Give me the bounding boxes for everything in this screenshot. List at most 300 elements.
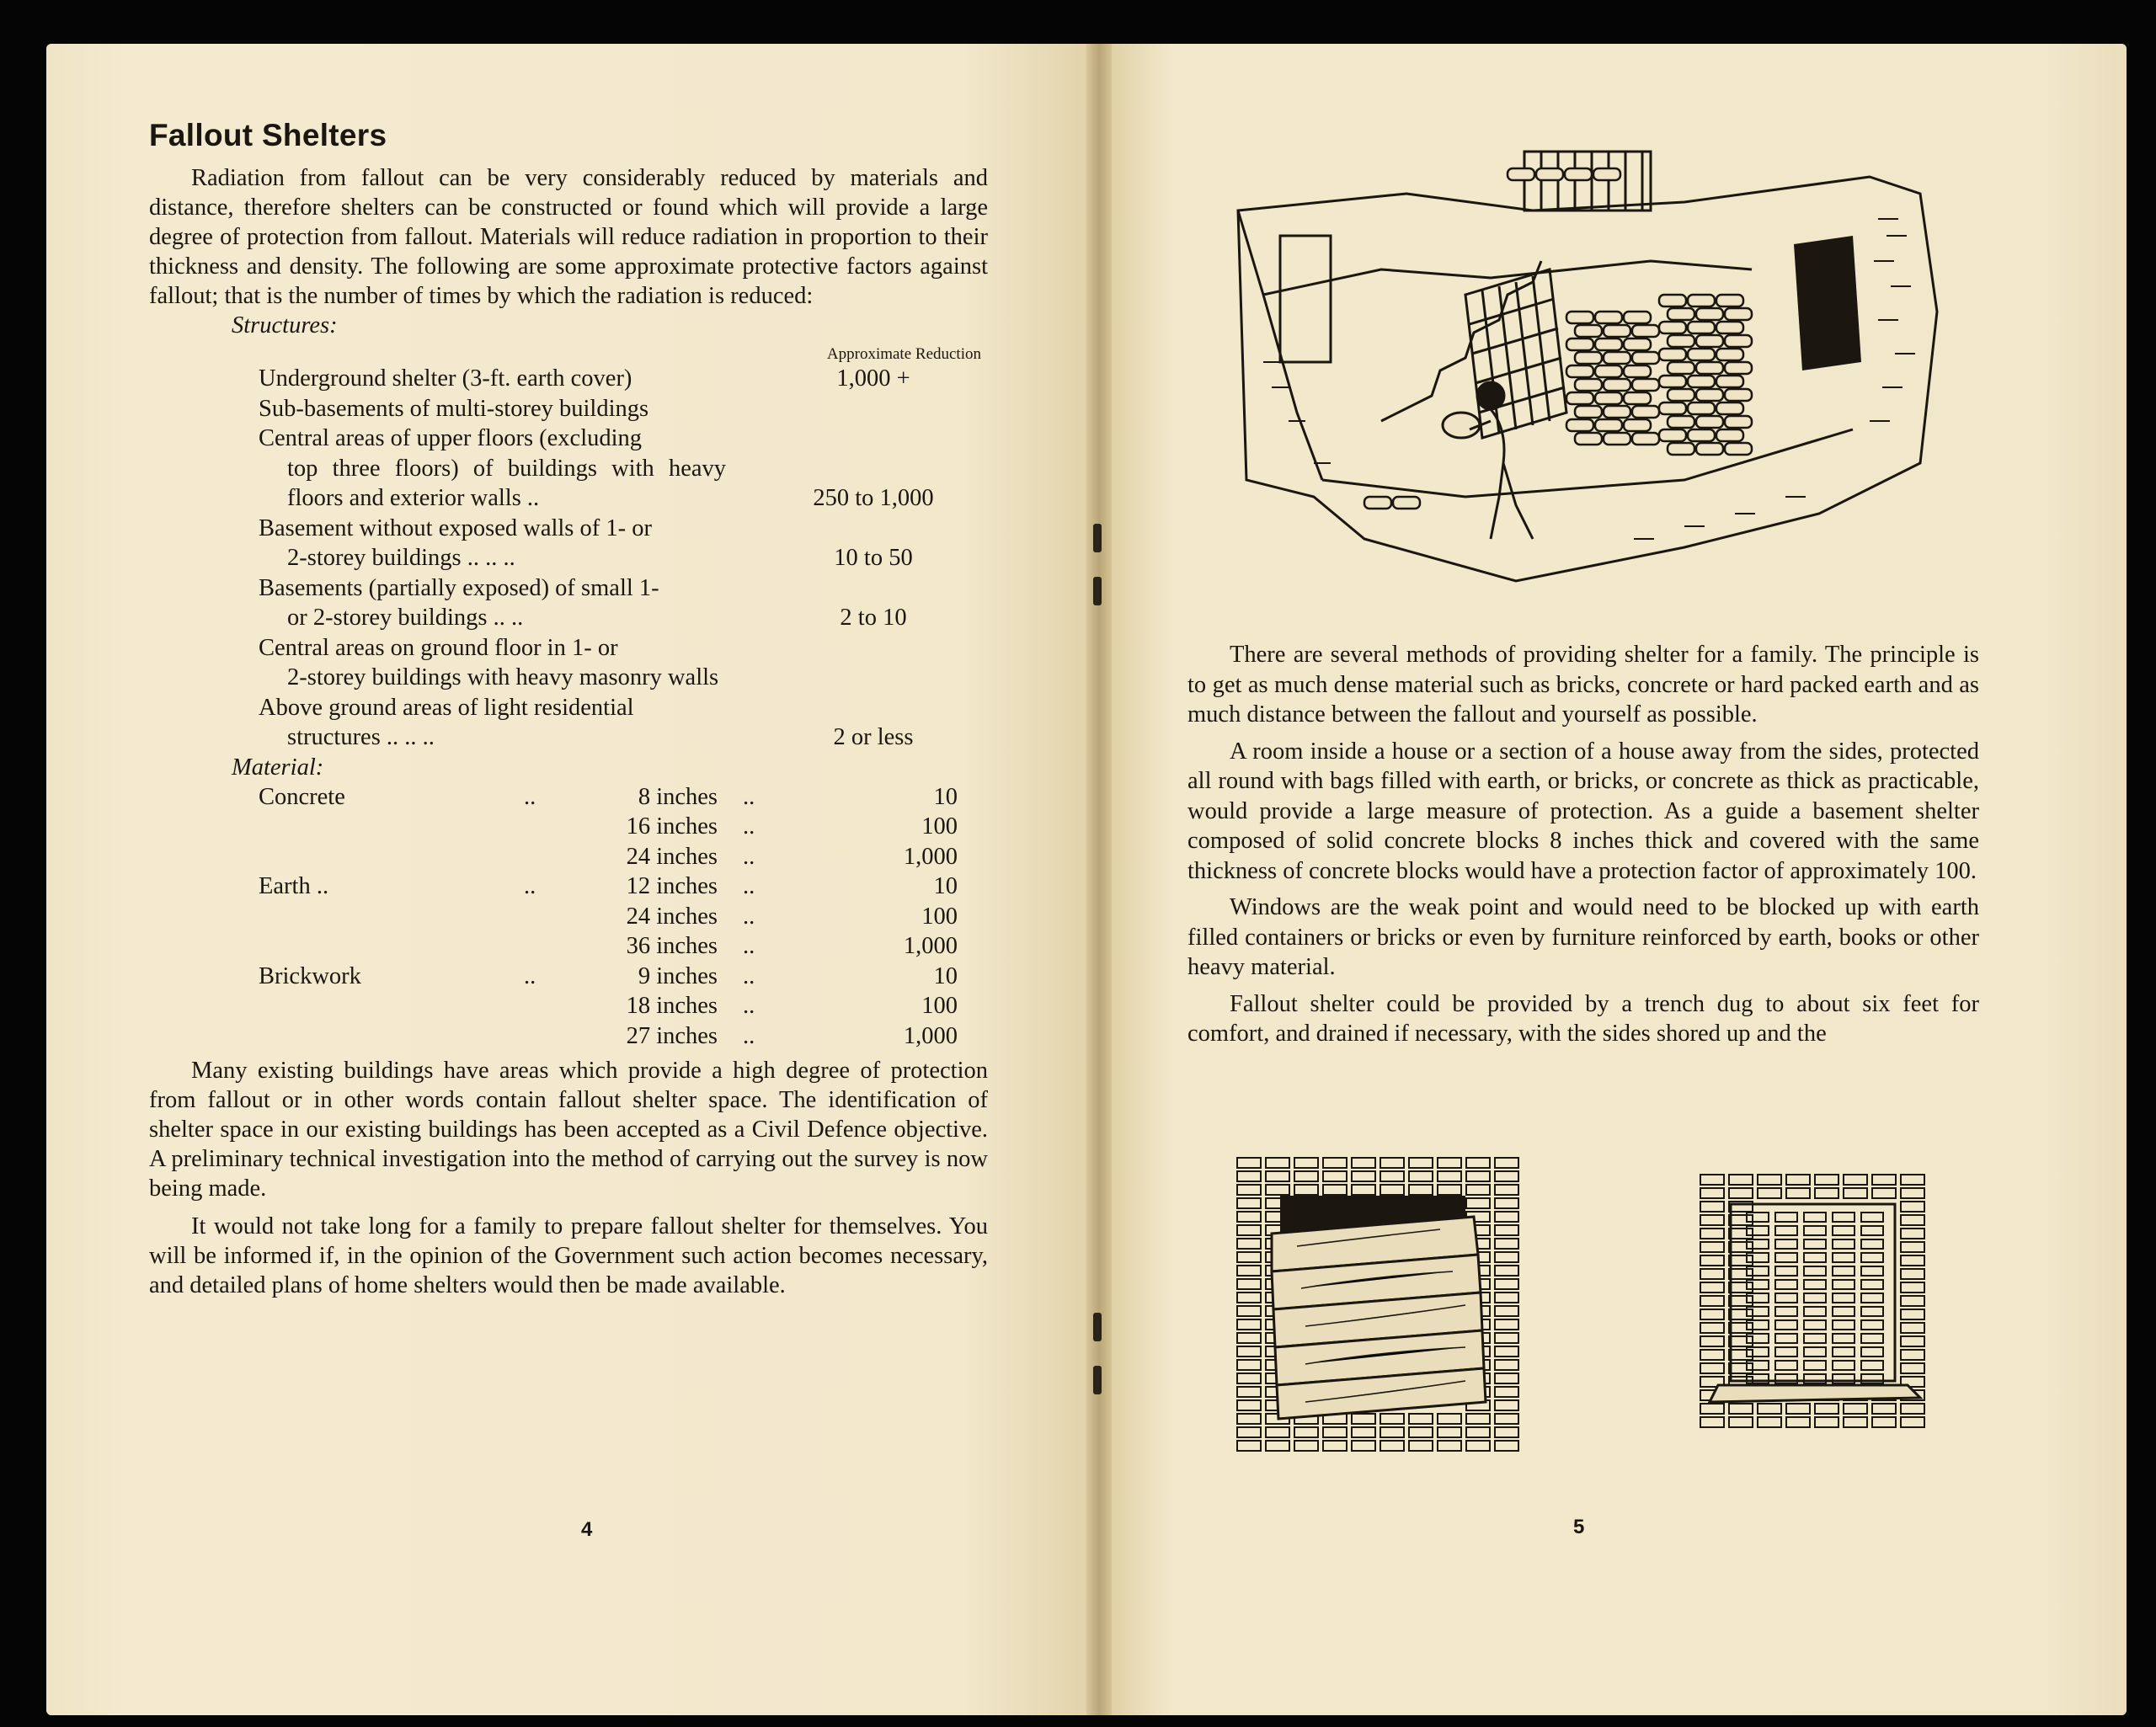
- material-row: [149, 812, 988, 842]
- brick: [1786, 1188, 1810, 1198]
- left-page-content: [149, 118, 988, 1300]
- structure-label: [259, 693, 726, 753]
- brick: [1438, 1427, 1461, 1437]
- brick: [1237, 1333, 1261, 1343]
- brick: [1833, 1266, 1854, 1276]
- brick: [1237, 1306, 1261, 1316]
- brick: [1747, 1253, 1769, 1262]
- brick: [1237, 1266, 1261, 1276]
- brick: [1409, 1427, 1433, 1437]
- structure-label: [259, 514, 726, 573]
- brick: [1901, 1188, 1924, 1198]
- sandbag: [1688, 349, 1715, 360]
- brick: [1266, 1171, 1289, 1181]
- brick: [1409, 1414, 1433, 1424]
- sandbag: [1566, 419, 1593, 431]
- brick: [1901, 1269, 1924, 1279]
- bricked-window-illustration: [1684, 1170, 1954, 1440]
- brick: [1729, 1309, 1753, 1319]
- reduction-value: 100: [921, 993, 958, 1019]
- brick: [1747, 1334, 1769, 1343]
- brick: [1729, 1229, 1753, 1239]
- brick: [1237, 1279, 1261, 1289]
- brick: [1352, 1171, 1375, 1181]
- brick: [1438, 1158, 1461, 1168]
- sandbag: [1725, 362, 1752, 374]
- brick: [1352, 1158, 1375, 1168]
- sandbag: [1575, 352, 1602, 364]
- brick: [1495, 1427, 1518, 1437]
- brick: [1495, 1198, 1518, 1208]
- brick: [1409, 1171, 1433, 1181]
- brick: [1815, 1417, 1838, 1427]
- brick: [1861, 1320, 1883, 1330]
- reduction-value: 1,000: [903, 843, 958, 870]
- thickness: 24 inches: [626, 903, 718, 930]
- brick: [1380, 1185, 1404, 1195]
- brick: [1266, 1441, 1289, 1451]
- intro-paragraph: Radiation from fallout can be very considerably reduced by materials and distance, therefore shelters can be constructed or found which will provide a large degree of protection from fallout. Materials will reduce radiation in proportion to their thickness and density. The following are some approximate protective factors against fallout; that is the number of times by which the radiation is reduced:: [149, 165, 988, 309]
- sandbag: [1566, 392, 1593, 404]
- brick: [1495, 1319, 1518, 1330]
- structure-label-continued: top three floors) of buildings with heavy floors and exterior walls ..: [287, 455, 726, 511]
- brick: [1700, 1255, 1724, 1266]
- leader-dots: ..: [743, 813, 755, 840]
- material-row: [149, 902, 988, 932]
- leader-dots: ..: [524, 962, 536, 989]
- leader-dots: ..: [743, 993, 755, 1019]
- brick: [1804, 1293, 1826, 1303]
- sandbag: [1604, 433, 1630, 445]
- sandbag: [1593, 168, 1620, 180]
- brick: [1901, 1202, 1924, 1212]
- sandbag: [1536, 168, 1563, 180]
- structure-row: [149, 364, 988, 394]
- sandbag: [1725, 389, 1752, 401]
- brick: [1466, 1198, 1490, 1208]
- brick: [1380, 1171, 1404, 1181]
- material-name: Concrete: [259, 783, 345, 810]
- brick: [1815, 1188, 1838, 1198]
- brick: [1775, 1293, 1797, 1303]
- brick: [1775, 1307, 1797, 1316]
- materials-table: [149, 782, 988, 1052]
- brick: [1729, 1336, 1753, 1346]
- brick: [1409, 1158, 1433, 1168]
- structure-row: [149, 394, 988, 424]
- structure-label-continued: structures .. .. ..: [287, 724, 435, 750]
- brick: [1237, 1293, 1261, 1303]
- brick: [1294, 1441, 1318, 1451]
- brick: [1775, 1253, 1797, 1262]
- sandbag: [1688, 376, 1715, 387]
- brick: [1747, 1266, 1769, 1276]
- brick: [1872, 1175, 1896, 1185]
- brick: [1901, 1242, 1924, 1252]
- sandbag: [1716, 429, 1743, 441]
- reduction-value: 1,000 +: [836, 365, 910, 392]
- brick: [1804, 1361, 1826, 1370]
- structure-label-continued: 2-storey buildings .. .. ..: [287, 545, 515, 571]
- sandbag: [1696, 362, 1723, 374]
- reduction-value: 10: [933, 783, 958, 810]
- brick: [1294, 1171, 1318, 1181]
- brick: [1833, 1253, 1854, 1262]
- leader-dots: ..: [743, 903, 755, 930]
- reduction-value: 10: [933, 962, 958, 989]
- brick: [1438, 1171, 1461, 1181]
- brick: [1861, 1226, 1883, 1235]
- structure-label-continued: or 2-storey buildings .. ..: [287, 605, 524, 631]
- brick: [1438, 1441, 1461, 1451]
- brick: [1380, 1427, 1404, 1437]
- material-row: [149, 962, 988, 992]
- sandbag: [1604, 379, 1630, 391]
- brick: [1495, 1279, 1518, 1289]
- brick: [1729, 1269, 1753, 1279]
- brick: [1237, 1400, 1261, 1410]
- sandbag: [1668, 362, 1694, 374]
- brick: [1833, 1239, 1854, 1249]
- boarded-window-illustration: [1221, 1154, 1524, 1457]
- brick: [1700, 1296, 1724, 1306]
- sandbag: [1725, 308, 1752, 320]
- sandbag: [1624, 419, 1651, 431]
- sandbag: [1716, 322, 1743, 333]
- thickness: 36 inches: [626, 933, 718, 959]
- brick: [1729, 1404, 1753, 1414]
- brick: [1861, 1280, 1883, 1289]
- brick: [1495, 1414, 1518, 1424]
- structures-table: [149, 364, 988, 753]
- brick: [1804, 1307, 1826, 1316]
- brick: [1833, 1307, 1854, 1316]
- right-page-content: [1187, 640, 1979, 1056]
- brick: [1804, 1320, 1826, 1330]
- brick: [1323, 1441, 1347, 1451]
- brick: [1775, 1347, 1797, 1357]
- brick: [1438, 1185, 1461, 1195]
- page-title: Fallout Shelters: [149, 118, 387, 152]
- brick: [1775, 1280, 1797, 1289]
- paragraph: A room inside a house or a section of a house away from the sides, protected all round with bags filled with earth, or bricks, or concrete as thick as practicable, would provide a large measure of protection. As a guide a basement shelter composed of solid concrete blocks 8 inches thick and covered with the same thickness of concrete blocks would have a protection factor of approximately 100.: [1187, 738, 1979, 884]
- brick: [1237, 1387, 1261, 1397]
- brick: [1700, 1309, 1724, 1319]
- brick: [1237, 1198, 1261, 1208]
- brick: [1758, 1417, 1781, 1427]
- brick: [1901, 1323, 1924, 1333]
- brick: [1237, 1158, 1261, 1168]
- sandbag: [1688, 429, 1715, 441]
- sandbag: [1632, 352, 1659, 364]
- brick: [1700, 1323, 1724, 1333]
- sandbag: [1659, 376, 1686, 387]
- sandbag: [1696, 416, 1723, 428]
- brick: [1729, 1417, 1753, 1427]
- brick: [1700, 1404, 1724, 1414]
- sandbag: [1595, 419, 1622, 431]
- brick: [1804, 1347, 1826, 1357]
- leader-dots: ..: [743, 843, 755, 870]
- sandbag: [1566, 312, 1593, 323]
- material-row: [149, 931, 988, 962]
- brick: [1323, 1171, 1347, 1181]
- sandbag: [1624, 365, 1651, 377]
- brick: [1747, 1280, 1769, 1289]
- reduction-value: 250 to 1,000: [813, 485, 934, 511]
- brick: [1901, 1309, 1924, 1319]
- structure-label: [259, 394, 726, 424]
- brick: [1775, 1213, 1797, 1222]
- brick: [1700, 1417, 1724, 1427]
- brick: [1266, 1427, 1289, 1437]
- sandbag: [1725, 443, 1752, 455]
- brick: [1804, 1239, 1826, 1249]
- sandbag: [1604, 406, 1630, 418]
- sandbag: [1659, 349, 1686, 360]
- brick: [1758, 1188, 1781, 1198]
- structures-label: Structures:: [232, 312, 338, 338]
- brick: [1495, 1266, 1518, 1276]
- brick: [1833, 1280, 1854, 1289]
- sandbag: [1688, 402, 1715, 414]
- material-row: [149, 1021, 988, 1052]
- brick: [1266, 1185, 1289, 1195]
- brick: [1352, 1441, 1375, 1451]
- staple: [1093, 1313, 1102, 1341]
- brick: [1380, 1158, 1404, 1168]
- thickness: 16 inches: [626, 813, 718, 840]
- brick: [1861, 1347, 1883, 1357]
- brick: [1495, 1441, 1518, 1451]
- material-row: [149, 871, 988, 902]
- brick: [1729, 1242, 1753, 1252]
- sandbag: [1668, 416, 1694, 428]
- brick: [1747, 1347, 1769, 1357]
- sandbag: [1575, 325, 1602, 337]
- thickness: 27 inches: [626, 1022, 718, 1049]
- staple: [1093, 1366, 1102, 1394]
- reduction-value: 10 to 50: [834, 545, 913, 571]
- brick: [1237, 1252, 1261, 1262]
- structure-label-continued: 2-storey buildings with heavy masonry walls: [287, 664, 719, 690]
- brick: [1466, 1427, 1490, 1437]
- structure-row: [149, 424, 988, 514]
- material-row: [149, 782, 988, 813]
- brick: [1266, 1158, 1289, 1168]
- brick: [1833, 1361, 1854, 1370]
- sandbag: [1659, 295, 1686, 306]
- brick: [1495, 1185, 1518, 1195]
- brick: [1833, 1320, 1854, 1330]
- material-row: [149, 842, 988, 872]
- brick: [1495, 1400, 1518, 1410]
- brick: [1747, 1307, 1769, 1316]
- brick: [1786, 1175, 1810, 1185]
- brick: [1729, 1255, 1753, 1266]
- thickness: 18 inches: [626, 993, 718, 1019]
- brick: [1861, 1253, 1883, 1262]
- brick: [1380, 1441, 1404, 1451]
- brick: [1775, 1334, 1797, 1343]
- sandbag: [1688, 295, 1715, 306]
- brick: [1901, 1229, 1924, 1239]
- sandbag: [1624, 338, 1651, 350]
- sandbag: [1632, 379, 1659, 391]
- sandbag: [1696, 308, 1723, 320]
- brick: [1861, 1293, 1883, 1303]
- sandbag: [1566, 365, 1593, 377]
- sandbag: [1716, 295, 1743, 306]
- paragraph: It would not take long for a family to prepare fallout shelter for themselves. You will be informed if, in the opinion of the Government such action becomes necessary, and detailed plans of home shelters would then be made available.: [149, 1213, 988, 1298]
- reduction-value: 1,000: [903, 1022, 958, 1049]
- brick: [1775, 1226, 1797, 1235]
- brick: [1700, 1188, 1724, 1198]
- reduction-value: 100: [921, 903, 958, 930]
- sandbag: [1624, 312, 1651, 323]
- material-name: Earth ..: [259, 873, 329, 899]
- brick: [1237, 1212, 1261, 1222]
- brick: [1901, 1336, 1924, 1346]
- brick: [1786, 1404, 1810, 1414]
- material-name: Brickwork: [259, 962, 361, 989]
- brick: [1352, 1427, 1375, 1437]
- brick: [1380, 1414, 1404, 1424]
- brick: [1861, 1334, 1883, 1343]
- brick: [1466, 1185, 1490, 1195]
- brick: [1237, 1225, 1261, 1235]
- brick: [1237, 1441, 1261, 1451]
- structure-label: [259, 364, 726, 394]
- sandbag: [1604, 352, 1630, 364]
- leader-dots: ..: [743, 873, 755, 899]
- brick: [1294, 1427, 1318, 1437]
- table-header: Approximate Reduction: [826, 345, 981, 363]
- brick: [1237, 1185, 1261, 1195]
- brick: [1729, 1188, 1753, 1198]
- brick: [1775, 1266, 1797, 1276]
- sandbag: [1595, 392, 1622, 404]
- reduction-value: 10: [933, 873, 958, 899]
- material-label: Material:: [232, 754, 324, 781]
- brick: [1323, 1185, 1347, 1195]
- brick: [1901, 1417, 1924, 1427]
- brick: [1700, 1229, 1724, 1239]
- brick: [1700, 1215, 1724, 1225]
- brick: [1237, 1346, 1261, 1357]
- leader-dots: ..: [743, 962, 755, 989]
- brick: [1815, 1175, 1838, 1185]
- basement-shelter-illustration: [1213, 143, 1954, 615]
- sandbag: [1688, 322, 1715, 333]
- brick: [1352, 1414, 1375, 1424]
- brick: [1775, 1361, 1797, 1370]
- brick: [1872, 1404, 1896, 1414]
- brick: [1729, 1350, 1753, 1360]
- sandbag: [1632, 325, 1659, 337]
- brick: [1747, 1213, 1769, 1222]
- brick: [1729, 1363, 1753, 1373]
- structure-row: [149, 573, 988, 633]
- brick: [1700, 1242, 1724, 1252]
- sandbag: [1508, 168, 1534, 180]
- brick: [1775, 1239, 1797, 1249]
- leader-dots: ..: [743, 783, 755, 810]
- brick: [1294, 1158, 1318, 1168]
- thickness: 24 inches: [626, 843, 718, 870]
- brick: [1237, 1414, 1261, 1424]
- brick: [1495, 1373, 1518, 1383]
- sandbag: [1393, 497, 1420, 509]
- structure-label-text: Underground shelter (3-ft. earth cover): [259, 365, 632, 392]
- sandbag: [1632, 433, 1659, 445]
- brick: [1438, 1414, 1461, 1424]
- thickness: 9 inches: [638, 962, 718, 989]
- brick: [1901, 1255, 1924, 1266]
- brick: [1833, 1334, 1854, 1343]
- brick: [1775, 1320, 1797, 1330]
- paragraph: Many existing buildings have areas which provide a high degree of protection from fallout or in other words contain fallout shelter space. The identification of shelter space in our existing buildings has been accepted as a Civil Defence objective. A preliminary technical investigation into the method of carrying out the survey is now being made.: [149, 1058, 988, 1202]
- sandbag: [1632, 406, 1659, 418]
- structure-label-text: Basement without exposed walls of 1- or: [259, 514, 652, 541]
- paragraph: Windows are the weak point and would need to be blocked up with earth filled containers or bricks or even by furniture reinforced by earth, books or other heavy material.: [1187, 894, 1979, 980]
- reduction-value: 2 or less: [833, 724, 914, 750]
- brick: [1844, 1417, 1867, 1427]
- brick: [1237, 1373, 1261, 1383]
- brick: [1844, 1175, 1867, 1185]
- brick: [1495, 1158, 1518, 1168]
- structure-label-text: Basements (partially exposed) of small 1-: [259, 574, 659, 601]
- thickness: 12 inches: [626, 873, 718, 899]
- structure-row: [149, 633, 988, 693]
- brick: [1729, 1282, 1753, 1293]
- sandbag: [1595, 338, 1622, 350]
- brick: [1729, 1175, 1753, 1185]
- structure-label: [259, 573, 726, 633]
- leader-dots: ..: [524, 783, 536, 810]
- sandbag: [1668, 335, 1694, 347]
- leader-dots: ..: [743, 933, 755, 959]
- brick: [1786, 1417, 1810, 1427]
- brick: [1323, 1427, 1347, 1437]
- thickness: 8 inches: [638, 783, 718, 810]
- paragraph: There are several methods of providing shelter for a family. The principle is to get as much dense material such as bricks, concrete or hard packed earth and as much distance between the fallout and yourself as possible.: [1187, 642, 1979, 728]
- brick: [1495, 1225, 1518, 1235]
- brick: [1700, 1350, 1724, 1360]
- brick: [1861, 1239, 1883, 1249]
- structure-row: [149, 514, 988, 573]
- brick: [1729, 1215, 1753, 1225]
- page-number: 4: [581, 1518, 593, 1541]
- brick: [1495, 1346, 1518, 1357]
- brick: [1323, 1158, 1347, 1168]
- brick: [1495, 1239, 1518, 1249]
- brick: [1495, 1212, 1518, 1222]
- leader-dots: ..: [524, 873, 536, 899]
- brick: [1901, 1175, 1924, 1185]
- sandbag: [1716, 402, 1743, 414]
- brick: [1495, 1293, 1518, 1303]
- brick: [1901, 1363, 1924, 1373]
- brick: [1833, 1347, 1854, 1357]
- sandbag: [1659, 429, 1686, 441]
- structure-label: [259, 633, 726, 693]
- brick: [1901, 1404, 1924, 1414]
- structure-label-text: Sub-basements of multi-storey buildings: [259, 395, 649, 422]
- brick: [1804, 1226, 1826, 1235]
- sandbag: [1659, 402, 1686, 414]
- brick: [1700, 1175, 1724, 1185]
